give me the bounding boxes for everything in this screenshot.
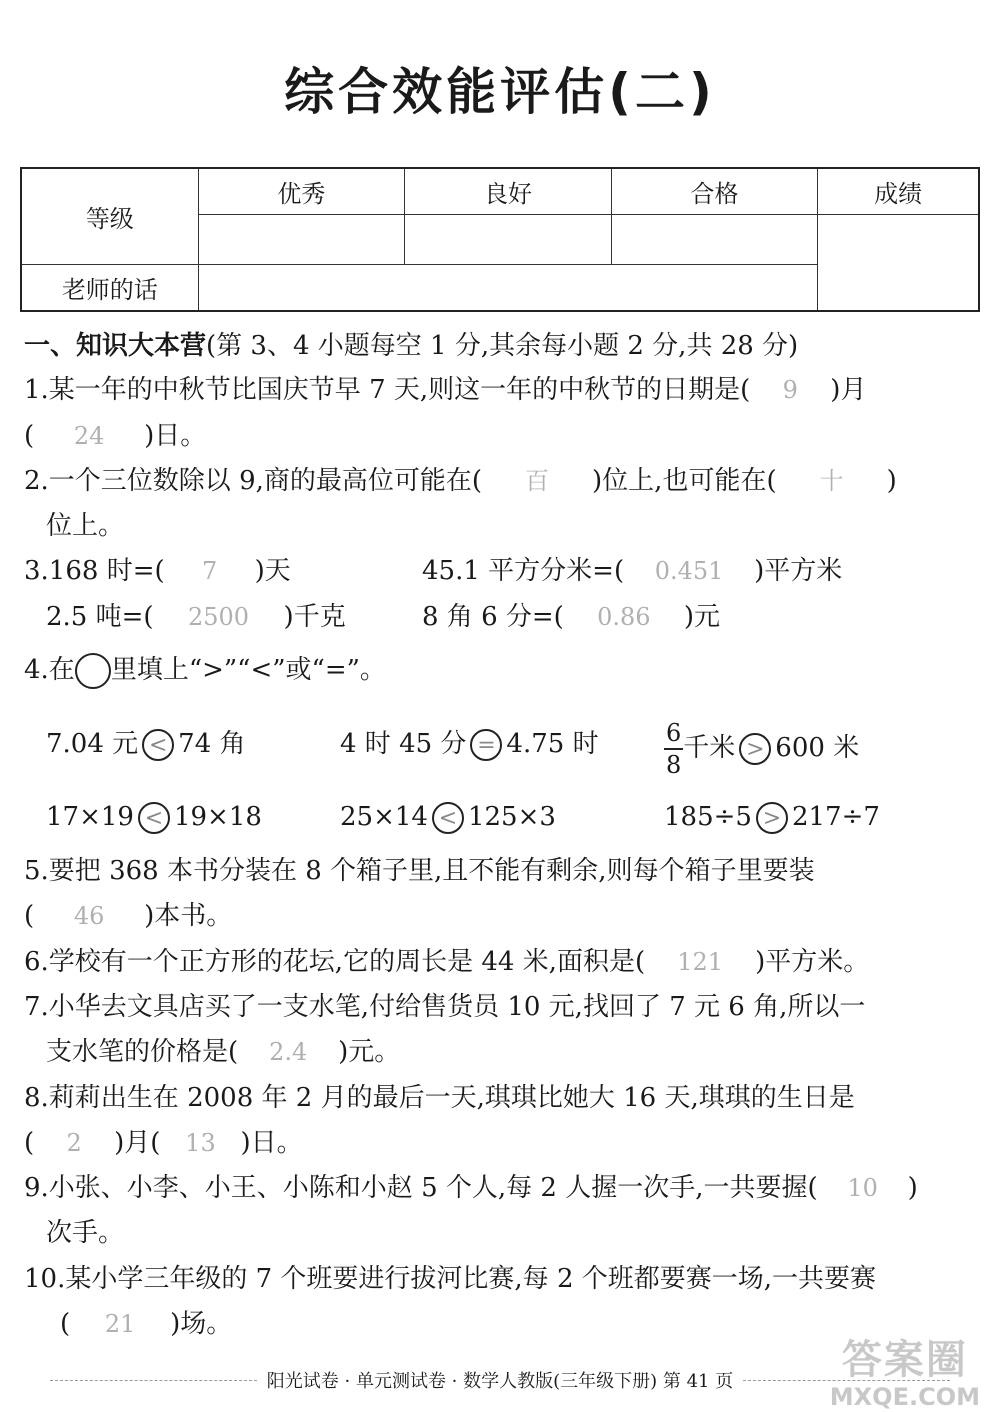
- section-note: (第 3、4 小题每空 1 分,其余每小题 2 分,共 28 分): [206, 331, 799, 361]
- open-paren: (: [24, 901, 35, 931]
- compare-left: 185÷5: [664, 802, 752, 832]
- q5-text-end: )本书。: [144, 901, 233, 931]
- q8-answer-month: 2: [66, 1129, 82, 1157]
- q3-b-unit: )平方米: [754, 556, 843, 586]
- q7-text: 支水笔的价格是(: [46, 1037, 239, 1067]
- q6-text: 6.学校有一个正方形的花坛,它的周长是 44 米,面积是(: [24, 947, 646, 977]
- compare-symbol: =: [470, 729, 502, 761]
- q3-c-text: 2.5 吨=(: [46, 602, 154, 632]
- question-7-line-1: 7.小华去文具店买了一支水笔,付给售货员 10 元,找回了 7 元 6 角,所以一: [24, 992, 866, 1022]
- q6-answer: 121: [677, 948, 723, 976]
- question-4-stem: [24, 650, 386, 690]
- q1-text-day: )日。: [144, 421, 207, 451]
- teacher-comment-label: 老师的话: [21, 264, 198, 311]
- compare-left: 千米: [683, 733, 736, 763]
- compare-right: 125×3: [467, 802, 556, 832]
- q2-text: 2.一个三位数除以 9,商的最高位可能在(: [24, 466, 483, 496]
- q3-a-text: 3.168 时=(: [24, 556, 165, 586]
- q3-d-text: 8 角 6 分=(: [422, 602, 564, 632]
- page-title: 综合效能评估(二): [284, 63, 716, 121]
- question-3-line-1: [24, 551, 291, 591]
- q8-answer-day: 13: [185, 1129, 216, 1157]
- q1-text-month: )月: [830, 375, 867, 405]
- q5-answer: 46: [73, 902, 105, 930]
- good-cell: [405, 214, 612, 264]
- compare-symbol: >: [756, 802, 788, 834]
- teacher-comment-cell: [198, 264, 818, 311]
- question-9-line-2: 次手。: [46, 1218, 125, 1248]
- q2-answer-1: 百: [525, 467, 550, 495]
- pass-cell: [611, 214, 818, 264]
- question-7-line-2: [46, 1032, 400, 1072]
- q3-c-unit: )千克: [283, 602, 346, 632]
- excellent-cell: [198, 214, 405, 264]
- q3-b-text: 45.1 平方分米=(: [422, 556, 625, 586]
- q8-text-end: )日。: [240, 1128, 303, 1158]
- q3-c-answer: 2500: [188, 603, 250, 631]
- grade-table: [20, 167, 980, 312]
- section-title: 一、知识大本营: [24, 331, 207, 361]
- q4-stem-b: 里填上“>”“<”或“=”。: [110, 655, 386, 685]
- q3-a-unit: )天: [254, 556, 291, 586]
- q4-stem-a: 4.在: [24, 655, 75, 685]
- compare-right: 4.75 时: [506, 729, 599, 759]
- compare-left: 25×14: [340, 802, 428, 832]
- q7-text-end: )元。: [338, 1037, 401, 1067]
- compare-symbol: <: [432, 802, 464, 834]
- open-paren: (: [24, 1128, 35, 1158]
- watermark-top: 答案圈: [841, 1337, 968, 1383]
- question-3-line-1b: [422, 551, 842, 591]
- question-1-line-2: [24, 416, 206, 456]
- section-heading: [24, 326, 798, 366]
- question-1-line-1: [24, 370, 866, 410]
- score-cell: [818, 214, 979, 311]
- q10-text-end: )场。: [170, 1309, 233, 1339]
- q9-answer: 10: [847, 1174, 878, 1202]
- q8-text-mid: )月(: [114, 1128, 161, 1158]
- watermark-logo: [830, 1328, 980, 1409]
- compare-symbol: <: [142, 729, 174, 761]
- question-8-line-2: [24, 1123, 303, 1163]
- compare-left: 7.04 元: [46, 729, 139, 759]
- question-10-line-1: 10.某小学三年级的 7 个班要进行拔河比赛,每 2 个班都要赛一场,一共要赛: [24, 1264, 877, 1294]
- open-paren: (: [60, 1309, 71, 1339]
- q3-b-answer: 0.451: [654, 557, 724, 585]
- compare-right: 74 角: [178, 729, 246, 759]
- question-3-line-2: [46, 597, 346, 637]
- footer-divider: [50, 1380, 257, 1381]
- compare-item-1: [46, 722, 246, 766]
- fraction-denominator: 8: [666, 751, 682, 779]
- question-10-line-2: [60, 1304, 232, 1344]
- open-paren: (: [24, 421, 35, 451]
- page-footer: [40, 1366, 960, 1394]
- question-8-line-1: 8.莉莉出生在 2008 年 2 月的最后一天,琪琪比她大 16 天,琪琪的生日是: [24, 1083, 855, 1113]
- q2-text-mid: )位上,也可能在(: [592, 466, 777, 496]
- q3-a-answer: 7: [202, 557, 218, 585]
- question-5-line-1: 5.要把 368 本书分装在 8 个箱子里,且不能有剩余,则每个箱子里要装: [24, 856, 815, 886]
- compare-symbol: <: [138, 802, 170, 834]
- excellent-header: 优秀: [198, 168, 405, 214]
- question-5-line-2: [24, 896, 232, 936]
- footer-text: 阳光试卷 · 单元测试卷 · 数学人教版(三年级下册) 第 41 页: [266, 1371, 734, 1392]
- question-3-line-2b: [422, 597, 720, 637]
- q9-text: 9.小张、小李、小王、小陈和小赵 5 个人,每 2 人握一次手,一共要握(: [24, 1173, 818, 1203]
- q2-text-end: ): [886, 466, 897, 496]
- compare-right: 217÷7: [791, 802, 880, 832]
- compare-item-3: [664, 718, 860, 779]
- q2-answer-2: 十: [819, 467, 844, 495]
- question-2-line-1: [24, 461, 897, 501]
- q6-text-end: )平方米。: [755, 947, 870, 977]
- compare-right: 19×18: [173, 802, 262, 832]
- fraction-numerator: 6: [664, 718, 683, 750]
- question-2-line-2: 位上。: [46, 511, 125, 541]
- compare-symbol: >: [739, 733, 771, 765]
- compare-right: 600 米: [775, 733, 860, 763]
- question-6-line-1: [24, 942, 869, 982]
- q1-answer-day: 24: [73, 422, 105, 450]
- q1-text: 1.某一年的中秋节比国庆节早 7 天,则这一年的中秋节的日期是(: [24, 375, 751, 405]
- q10-answer: 21: [104, 1310, 136, 1338]
- level-label: 等级: [21, 168, 198, 264]
- q9-text-end: ): [907, 1173, 918, 1203]
- compare-item-4: [46, 795, 262, 839]
- compare-item-6: [664, 795, 880, 839]
- fraction: [664, 718, 683, 780]
- question-9-line-1: [24, 1168, 918, 1208]
- q1-answer-month: 9: [782, 376, 798, 404]
- compare-item-2: [340, 722, 599, 766]
- circle-icon: [75, 653, 111, 689]
- score-header: 成绩: [818, 168, 979, 214]
- good-header: 良好: [405, 168, 612, 214]
- compare-left: 4 时 45 分: [340, 729, 467, 759]
- compare-left: 17×19: [46, 802, 134, 832]
- q7-answer: 2.4: [269, 1038, 308, 1066]
- q3-d-unit: )元: [683, 602, 720, 632]
- pass-header: 合格: [611, 168, 818, 214]
- q3-d-answer: 0.86: [597, 603, 651, 631]
- compare-item-5: [340, 795, 556, 839]
- watermark-bottom: MXQE.COM: [829, 1383, 980, 1411]
